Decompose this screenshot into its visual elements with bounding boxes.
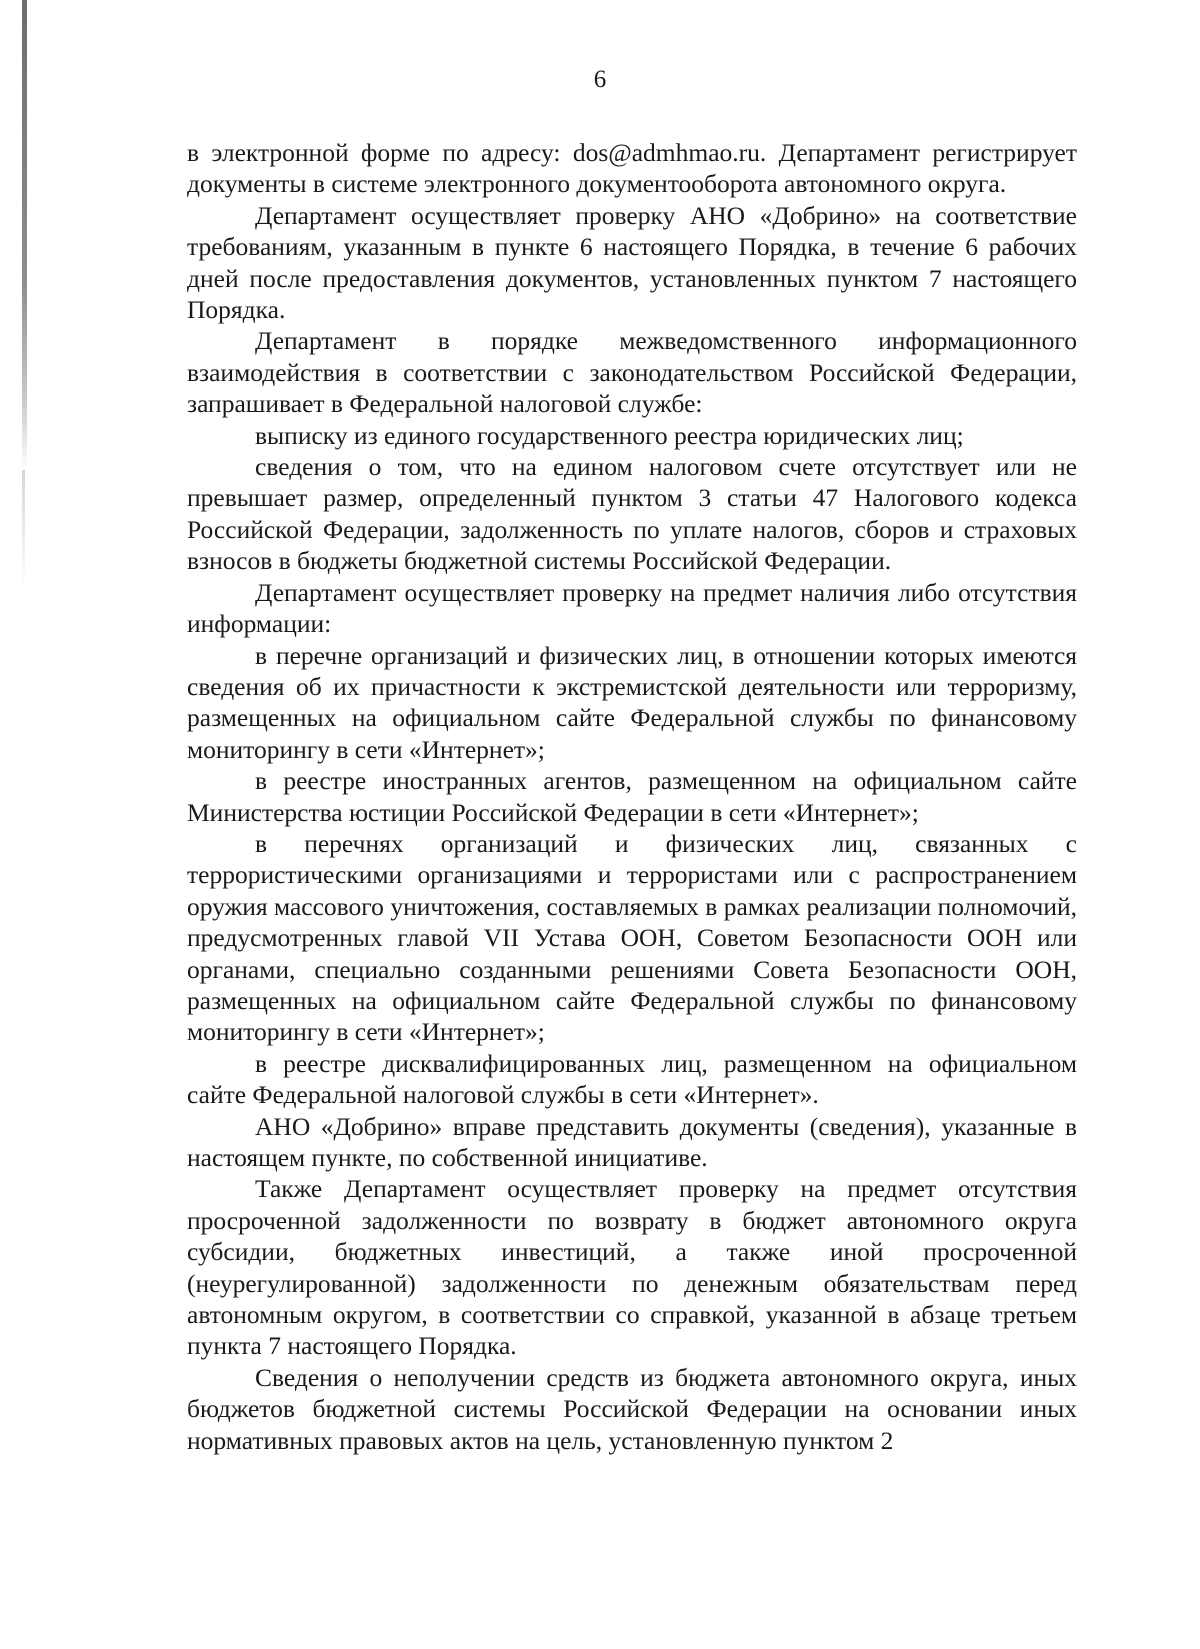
paragraph: Департамент осуществляет проверку на предмет наличия либо отсутствия информации:: [187, 577, 1077, 639]
paragraph: в реестре дисквалифицированных лиц, размещенном на официальном сайте Федеральной налоговой службы в сети «Интернет».: [187, 1048, 1077, 1110]
paragraph: Сведения о неполучении средств из бюджета автономного округа, иных бюджетов бюджетной системы Российской Федерации на основании иных нормативных правовых актов на цель, установленную пунктом 2: [187, 1362, 1077, 1455]
paragraph: Департамент в порядке межведомственного информационного взаимодействия в соответствии с законодательством Российской Федерации, запрашивает в Федеральной налоговой службе:: [187, 326, 1077, 419]
paragraph: Также Департамент осуществляет проверку на предмет отсутствия просроченной задолженности по возврату в бюджет автономного округа субсидии, бюджетных инвестиций, а также иной просроченной (неурегулированной) задолженности по денежным обязательствам перед автономным округом, в соответствии со справкой, указанной в абзаце третьем пункта 7 настоящего Порядка.: [187, 1174, 1077, 1361]
paragraph: Департамент осуществляет проверку АНО «Добрино» на соответствие требованиям, указанным в пункте 6 настоящего Порядка, в течение 6 рабочих дней после предоставления документов, установленных пунктом 7 настоящего Порядка.: [187, 200, 1077, 325]
paragraph: АНО «Добрино» вправе представить документы (сведения), указанные в настоящем пункте, по собственной инициативе.: [187, 1111, 1077, 1172]
paragraph: в перечне организаций и физических лиц, в отношении которых имеются сведения об их причастности к экстремистской деятельности или терроризму, размещенных на официальном сайте Федеральной службы по финансовому мониторингу в сети «Интернет»;: [187, 640, 1077, 764]
paragraph: сведения о том, что на едином налоговом счете отсутствует или не превышает размер, определенный пунктом 3 статьи 47 Налогового кодекса Российской Федерации, задолженность по уплате налогов, сборов и страховых взносов в бюджеты бюджетной системы Российской Федерации.: [187, 452, 1077, 576]
paragraph: выписку из единого государственного реестра юридических лиц;: [255, 420, 964, 450]
paragraph: в реестре иностранных агентов, размещенном на официальном сайте Министерства юстиции Российской Федерации в сети «Интернет»;: [187, 766, 1077, 827]
document-body: [187, 137, 1077, 1456]
scan-edge-shadow-fade: [22, 470, 25, 590]
page-number: 6: [593, 66, 607, 93]
paragraph: в перечнях организаций и физических лиц, связанных с террористическими организациями и террористами или с распространением оружия массового уничтожения, составляемых в рамках реализации полномочий, предусмотренных главой VII Устава ООН, Советом Безопасности ООН или органами, специально созданными решениями Совета Безопасности ООН, размещенных на официальном сайте Федеральной службы по финансовому мониторингу в сети «Интернет»;: [187, 828, 1077, 1047]
paragraph: в электронной форме по адресу: dos@admhmao.ru. Департамент регистрирует документы в системе электронного документооборота автономного округа.: [187, 138, 1077, 199]
